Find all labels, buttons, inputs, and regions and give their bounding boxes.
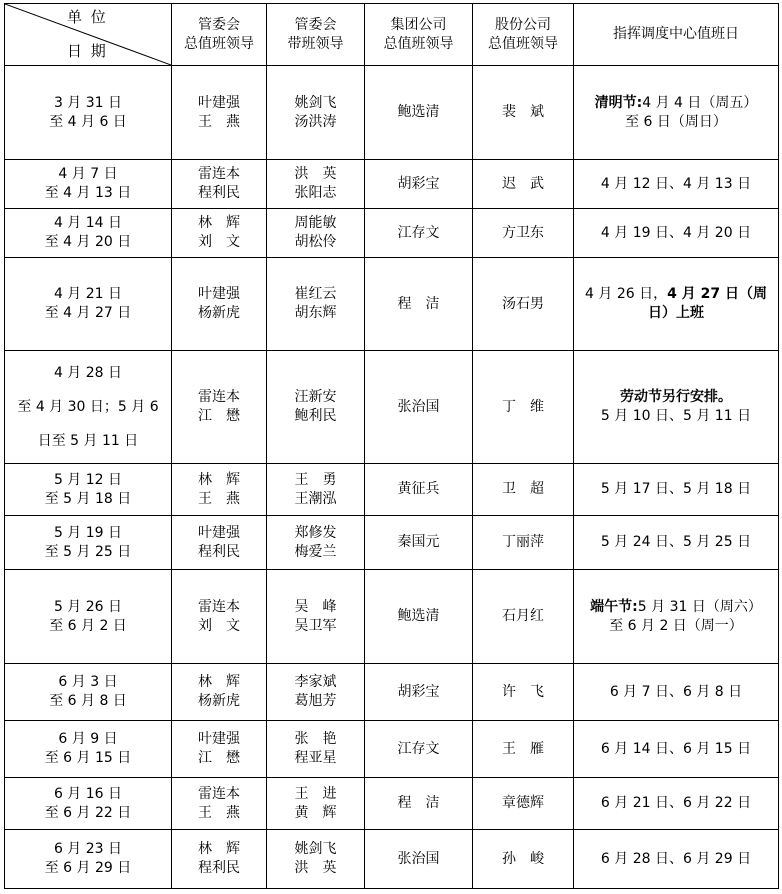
- stock-cell: 孙 峻: [473, 830, 574, 889]
- header-date-label: 日 期: [67, 42, 108, 60]
- group-cell: 鲍选清: [365, 570, 473, 664]
- date-cell: 4 月 21 日 至 4 月 27 日: [5, 258, 172, 351]
- stock-cell: 章德辉: [473, 778, 574, 830]
- date-cell: 4 月 7 日 至 4 月 13 日: [5, 160, 172, 209]
- table-row: [5, 66, 779, 160]
- stock-cell: 王 雁: [473, 721, 574, 778]
- stock-cell: 迟 武: [473, 160, 574, 209]
- header-gwh-lead: 管委会 带班领导: [267, 4, 365, 66]
- date-cell: 5 月 26 日 至 6 月 2 日: [5, 570, 172, 664]
- gwh-lead-cell: 姚剑飞 洪 英: [267, 830, 365, 889]
- date-cell: 6 月 9 日 至 6 月 15 日: [5, 721, 172, 778]
- stock-cell: 丁 维: [473, 351, 574, 464]
- date-cell: 5 月 19 日 至 5 月 25 日: [5, 516, 172, 570]
- gwh-duty-cell: 林 辉 刘 文: [172, 209, 267, 258]
- stock-cell: 丁丽萍: [473, 516, 574, 570]
- duty-roster-table: [4, 3, 779, 889]
- header-center-duty: 指挥调度中心值班日: [574, 4, 779, 66]
- date-cell: 3 月 31 日 至 4 月 6 日: [5, 66, 172, 160]
- center-cell: 端午节:5 月 31 日（周六） 至 6 月 2 日（周一）: [574, 570, 779, 664]
- gwh-duty-cell: 林 辉 王 燕: [172, 464, 267, 516]
- gwh-lead-cell: 吴 峰 吴卫军: [267, 570, 365, 664]
- center-cell: 4 月 12 日、4 月 13 日: [574, 160, 779, 209]
- table-row: [5, 258, 779, 351]
- gwh-duty-cell: 叶建强 王 燕: [172, 66, 267, 160]
- gwh-duty-cell: 雷连本 江 懋: [172, 351, 267, 464]
- header-gwh-duty: 管委会 总值班领导: [172, 4, 267, 66]
- table-row: [5, 160, 779, 209]
- center-cell: 6 月 28 日、6 月 29 日: [574, 830, 779, 889]
- gwh-duty-cell: 雷连本 王 燕: [172, 778, 267, 830]
- header-row: [5, 4, 779, 66]
- date-cell: 4 月 14 日 至 4 月 20 日: [5, 209, 172, 258]
- group-cell: 程 洁: [365, 778, 473, 830]
- gwh-duty-cell: 叶建强 江 懋: [172, 721, 267, 778]
- gwh-lead-cell: 汪新安 鲍利民: [267, 351, 365, 464]
- gwh-duty-cell: 雷连本 刘 文: [172, 570, 267, 664]
- table-row: [5, 209, 779, 258]
- stock-cell: 裴 斌: [473, 66, 574, 160]
- date-cell: 5 月 12 日 至 5 月 18 日: [5, 464, 172, 516]
- stock-cell: 石月红: [473, 570, 574, 664]
- center-cell: 4 月 19 日、4 月 20 日: [574, 209, 779, 258]
- header-stock-duty: 股份公司 总值班领导: [473, 4, 574, 66]
- stock-cell: 汤石男: [473, 258, 574, 351]
- table-row: [5, 830, 779, 889]
- stock-cell: 卫 超: [473, 464, 574, 516]
- stock-cell: 方卫东: [473, 209, 574, 258]
- center-cell: 清明节:4 月 4 日（周五） 至 6 日（周日）: [574, 66, 779, 160]
- gwh-duty-cell: 叶建强 程利民: [172, 516, 267, 570]
- center-cell: 6 月 21 日、6 月 22 日: [574, 778, 779, 830]
- center-cell: 5 月 17 日、5 月 18 日: [574, 464, 779, 516]
- header-group-duty: 集团公司 总值班领导: [365, 4, 473, 66]
- center-cell: 6 月 14 日、6 月 15 日: [574, 721, 779, 778]
- group-cell: 江存文: [365, 721, 473, 778]
- gwh-lead-cell: 洪 英 张阳志: [267, 160, 365, 209]
- gwh-lead-cell: 张 艳 程亚星: [267, 721, 365, 778]
- center-cell: 6 月 7 日、6 月 8 日: [574, 664, 779, 721]
- gwh-lead-cell: 李家斌 葛旭芳: [267, 664, 365, 721]
- table-row: [5, 778, 779, 830]
- table-row: [5, 351, 779, 464]
- gwh-duty-cell: 叶建强 杨新虎: [172, 258, 267, 351]
- gwh-lead-cell: 姚剑飞 汤洪涛: [267, 66, 365, 160]
- date-cell: 4 月 28 日 至 4 月 30 日；5 月 6 日至 5 月 11 日: [5, 351, 172, 464]
- group-cell: 程 洁: [365, 258, 473, 351]
- group-cell: 黄征兵: [365, 464, 473, 516]
- group-cell: 胡彩宝: [365, 664, 473, 721]
- date-cell: 6 月 23 日 至 6 月 29 日: [5, 830, 172, 889]
- gwh-lead-cell: 周能敏 胡松伶: [267, 209, 365, 258]
- table-row: [5, 464, 779, 516]
- gwh-duty-cell: 林 辉 程利民: [172, 830, 267, 889]
- center-cell: 4 月 26 日，4 月 27 日（周 日）上班: [574, 258, 779, 351]
- gwh-duty-cell: 林 辉 杨新虎: [172, 664, 267, 721]
- table-row: [5, 516, 779, 570]
- gwh-lead-cell: 王 勇 王潮泓: [267, 464, 365, 516]
- gwh-lead-cell: 郑修发 梅爱兰: [267, 516, 365, 570]
- table-row: [5, 570, 779, 664]
- diagonal-header-cell: [5, 4, 172, 66]
- center-cell: 5 月 24 日、5 月 25 日: [574, 516, 779, 570]
- center-cell: 劳动节另行安排。 5 月 10 日、5 月 11 日: [574, 351, 779, 464]
- stock-cell: 许 飞: [473, 664, 574, 721]
- table-row: [5, 664, 779, 721]
- gwh-lead-cell: 王 进 黄 辉: [267, 778, 365, 830]
- group-cell: 胡彩宝: [365, 160, 473, 209]
- table-row: [5, 721, 779, 778]
- gwh-duty-cell: 雷连本 程利民: [172, 160, 267, 209]
- header-unit-label: 单 位: [67, 8, 108, 26]
- group-cell: 鲍选清: [365, 66, 473, 160]
- group-cell: 秦国元: [365, 516, 473, 570]
- date-cell: 6 月 3 日 至 6 月 8 日: [5, 664, 172, 721]
- gwh-lead-cell: 崔红云 胡东辉: [267, 258, 365, 351]
- group-cell: 张治国: [365, 351, 473, 464]
- group-cell: 江存文: [365, 209, 473, 258]
- date-cell: 6 月 16 日 至 6 月 22 日: [5, 778, 172, 830]
- group-cell: 张治国: [365, 830, 473, 889]
